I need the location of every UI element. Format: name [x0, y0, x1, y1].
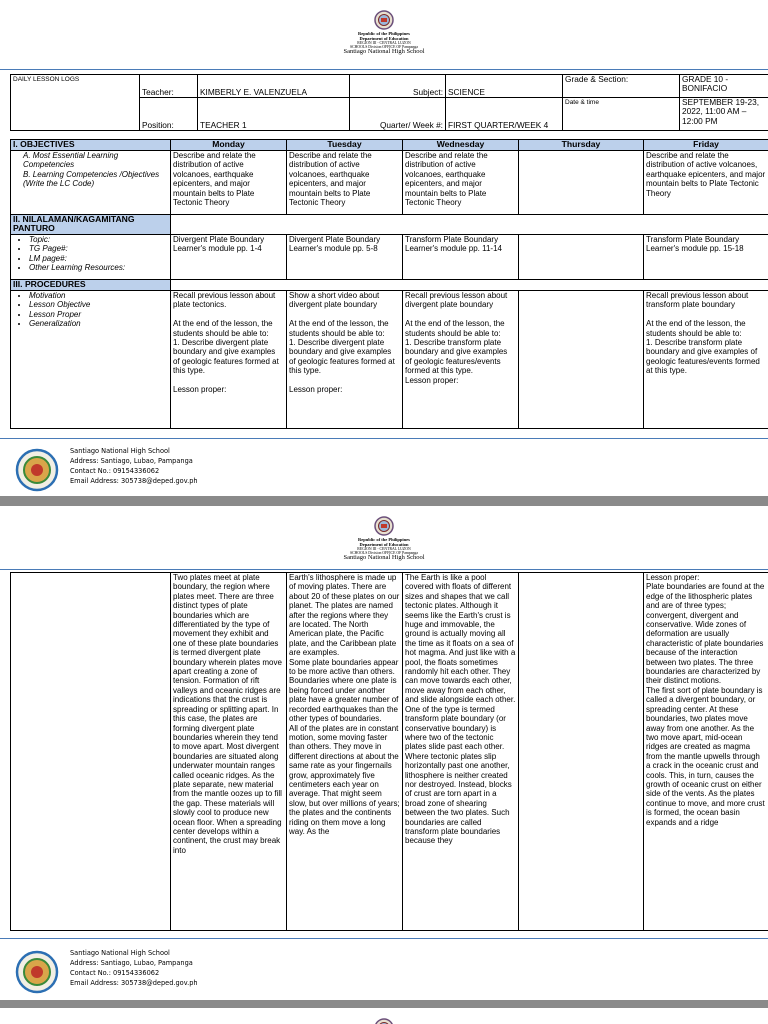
- log-title-blank: [11, 98, 140, 131]
- log-title: DAILY LESSON LOGS: [11, 75, 140, 98]
- school-footer: [0, 440, 768, 496]
- position-label: Position:: [140, 98, 198, 131]
- footer-school: Santiago National High School: [70, 447, 170, 455]
- republic-line: Republic of the Philippines: [358, 31, 410, 36]
- division-line: SCHOOLS Division OFFICE OF Pampanga: [350, 45, 418, 50]
- day-monday: Monday: [171, 140, 287, 151]
- content-item-lm: • LM page#:: [29, 254, 168, 263]
- objective-b-label: B. Learning Competencies /Objectives (Write the LC Code): [23, 169, 160, 189]
- region-line: REGION III - CENTRAL LUZON: [357, 547, 411, 552]
- quarter-label: Quarter/ Week #:: [350, 98, 446, 131]
- procedure-thursday: [519, 291, 644, 429]
- school-line: Santiago National High School: [343, 554, 425, 562]
- republic-line: Republic of the Philippines: [358, 537, 410, 542]
- footer-contact: Contact No.: 09154336062: [70, 969, 160, 977]
- content-labels: [11, 235, 171, 280]
- lesson-table: [10, 139, 768, 429]
- day-thursday: Thursday: [519, 140, 644, 151]
- content-tuesday: Divergent Plate Boundary Learner's module pp. 5-8: [287, 235, 403, 280]
- content-heading-blank: [171, 215, 768, 235]
- date-label: Date & time: [563, 98, 680, 131]
- grade-label: Grade & Section:: [563, 75, 680, 98]
- footer-rule: [0, 438, 768, 439]
- footer-school: Santiago National High School: [70, 949, 170, 957]
- procedure-friday: Recall previous lesson about transform plate boundary At the end of the lesson, the students should be able to: 1. Describe transform plate boundary and give examples of geologic features/events formed at this type.: [644, 291, 768, 429]
- footer-address: Address: Santiago, Lubao, Pampanga: [70, 959, 193, 967]
- footer-rule: [0, 938, 768, 939]
- procedure-item-objective: • Lesson Objective: [29, 300, 168, 309]
- content-monday: Divergent Plate Boundary Learner's module pp. 1-4: [171, 235, 287, 280]
- school-logo-icon: [15, 950, 59, 994]
- objective-wednesday: Describe and relate the distribution of active volcanoes, earthquake epicenters, and major mountain belts to Plate Tectonic Theory: [403, 151, 519, 215]
- content-item-topic: • Topic:: [29, 235, 168, 244]
- deped-seal-icon: [373, 1018, 395, 1024]
- department-line: Department of Education: [359, 541, 409, 547]
- department-line: Department of Education: [359, 35, 409, 41]
- procedure-item-generalization: • Generalization: [29, 319, 168, 328]
- subject-label: Subject:: [350, 75, 446, 98]
- objective-friday: Describe and relate the distribution of active volcanoes, earthquake epicenters, and major mountain belts to Plate Tectonic Theory: [644, 151, 768, 215]
- objective-tuesday: Describe and relate the distribution of active volcanoes, earthquake epicenters, and major mountain belts to Plate Tectonic Theory: [287, 151, 403, 215]
- school-footer: [0, 942, 768, 998]
- deped-seal-icon: [373, 516, 395, 536]
- continued-thursday: [519, 573, 644, 931]
- procedure-tuesday: Show a short video about divergent plate boundary At the end of the lesson, the students should be able to: 1. Describe divergent plate boundary and give examples of geologic features formed at this type. Lesson proper:: [287, 291, 403, 429]
- procedures-heading: III. PROCEDURES: [11, 280, 171, 291]
- header-rule: [0, 69, 768, 70]
- page-1: [0, 0, 768, 496]
- subject-value: SCIENCE: [446, 75, 563, 98]
- date-value: SEPTEMBER 19-23, 2022, 11:00 AM – 12:00 PM: [680, 98, 768, 131]
- day-tuesday: Tuesday: [287, 140, 403, 151]
- footer-email: Email Address: 305738@deped.gov.ph: [70, 979, 198, 987]
- page-3: [0, 1008, 768, 1024]
- school-line: Santiago National High School: [343, 48, 425, 56]
- procedures-heading-blank: [171, 280, 768, 291]
- content-friday: Transform Plate Boundary Learner's module pp. 15-18: [644, 235, 768, 280]
- teacher-value: KIMBERLY E. VALENZUELA: [198, 75, 350, 98]
- objective-a-label: A. Most Essential Learning Competencies: [23, 151, 119, 170]
- day-wednesday: Wednesday: [403, 140, 519, 151]
- objectives-heading: I. OBJECTIVES: [11, 140, 171, 151]
- letterhead: [0, 10, 768, 56]
- procedure-labels: [11, 291, 171, 429]
- quarter-value: FIRST QUARTER/WEEK 4: [446, 98, 563, 131]
- content-item-other: • Other Learning Resources:: [29, 263, 168, 272]
- footer-text: [70, 948, 198, 988]
- continued-table: [10, 572, 768, 931]
- school-logo-icon: [15, 448, 59, 492]
- footer-email: Email Address: 305738@deped.gov.ph: [70, 477, 198, 485]
- continued-friday: Lesson proper: Plate boundaries are found at the edge of the lithospheric plates and are of three types; convergent, divergent and conservative. Wide zones of deformation are usually characteristic of plate boundaries because of the interaction between two plates. The three boundaries are characterized by their distinct motions. The first sort of plate boundary is called a divergent boundary, or spreading center. At these boundaries, two plates move away from one another. As the two move apart, mid-ocean ridges are created as magma from the mantle upwells through a crack in the oceanic crust and cools. This, in turn, causes the growth of oceanic crust on either side of the vents. As the plates continue to move, and more crust is formed, the ocean basin expands and a ridge: [644, 573, 768, 931]
- deped-seal-icon: [373, 10, 395, 30]
- footer-address: Address: Santiago, Lubao, Pampanga: [70, 457, 193, 465]
- procedure-item-motivation: • Motivation: [29, 291, 168, 300]
- info-table: [10, 74, 768, 131]
- content-item-tg: • TG Page#:: [29, 244, 168, 253]
- header-rule: [0, 569, 768, 570]
- continued-wednesday: The Earth is like a pool covered with floats of different sizes and shapes that we call tectonic plates. Although it seems like the Earth's crust is huge and immovable, the ground is actually moving all the time as it floats on a sea of hot magma. And just like with a pool, the floats sometimes randomly hit each other. They can move towards each other, move away from each other, and slide alongside each other. One of the type is termed transform plate boundary (or conservative boundary) is where two of the tectonic plates slide past each other. Where tectonic plates slip horizontally past one another, lithosphere is neither created nor destroyed. Instead, blocks of crust are torn apart in a broad zone of shearing between the two plates. Such boundaries are called transform plate boundaries because they: [403, 573, 519, 931]
- procedure-monday: Recall previous lesson about plate tectonics. At the end of the lesson, the students should be able to: 1. Describe divergent plate boundary and give examples of geologic features formed at this type. Lesson proper:: [171, 291, 287, 429]
- procedure-item-proper: • Lesson Proper: [29, 310, 168, 319]
- content-thursday: [519, 235, 644, 280]
- division-line: SCHOOLS Division OFFICE OF Pampanga: [350, 551, 418, 556]
- position-value: TEACHER 1: [198, 98, 350, 131]
- objective-thursday: [519, 151, 644, 215]
- letterhead: [0, 516, 768, 562]
- page-2: [0, 506, 768, 1000]
- footer-contact: Contact No.: 09154336062: [70, 467, 160, 475]
- content-wednesday: Transform Plate Boundary Learner's module pp. 11-14: [403, 235, 519, 280]
- content-heading: II. NILALAMAN/KAGAMITANG PANTURO: [11, 215, 171, 235]
- objective-monday: Describe and relate the distribution of active volcanoes, earthquake epicenters, and major mountain belts to Plate Tectonic Theory: [171, 151, 287, 215]
- continued-label-blank: [11, 573, 171, 931]
- continued-tuesday: Earth's lithosphere is made up of moving plates. There are about 20 of these plates on our planet. The plates are named after the regions where they are located. The North American plate, the Pacific plate, and the Caribbean plate are examples. Some plate boundaries appear to be more active than others. Boundaries where one plate is being forced under another plate have a greater number of recorded earthquakes than the other types of boundaries. All of the plates are in constant motion, some moving faster than others. They move in different directions at about the same rate as your fingernails grow, approximately five centimeters each year on average. That might seem slow, but over millions of years; the plates and the continents riding on them move a long way. As the: [287, 573, 403, 931]
- footer-text: [70, 446, 198, 486]
- continued-monday: Two plates meet at plate boundary, the region where plates meet. There are three distinct types of plate boundaries which are differentiated by the type of movement they exhibit and one of these plate boundaries is termed divergent plate boundary wherein plates move apart creating a zone of tension. Formation of rift valleys and oceanic ridges are indications that the crust is spreading or splitting apart. In this case, the plates are forming divergent plate boundaries wherein they tend to move apart. Most divergent boundaries are situated along underwater mountain ranges called oceanic ridges. As the plate separate, new material from the mantle oozes up to fill the gap. These materials will slowly cool to produce new ocean floor. When a spreading center develops within a continent, the crust may break into: [171, 573, 287, 931]
- procedure-wednesday: Recall previous lesson about divergent plate boundary At the end of the lesson, the students should be able to: 1. Describe transform plate boundary and give examples of geologic features/events formed at this type. Lesson proper:: [403, 291, 519, 429]
- teacher-label: Teacher:: [140, 75, 198, 98]
- objectives-labels: [11, 151, 171, 215]
- day-friday: Friday: [644, 140, 768, 151]
- region-line: REGION III - CENTRAL LUZON: [357, 41, 411, 46]
- grade-value: GRADE 10 - BONIFACIO: [680, 75, 768, 98]
